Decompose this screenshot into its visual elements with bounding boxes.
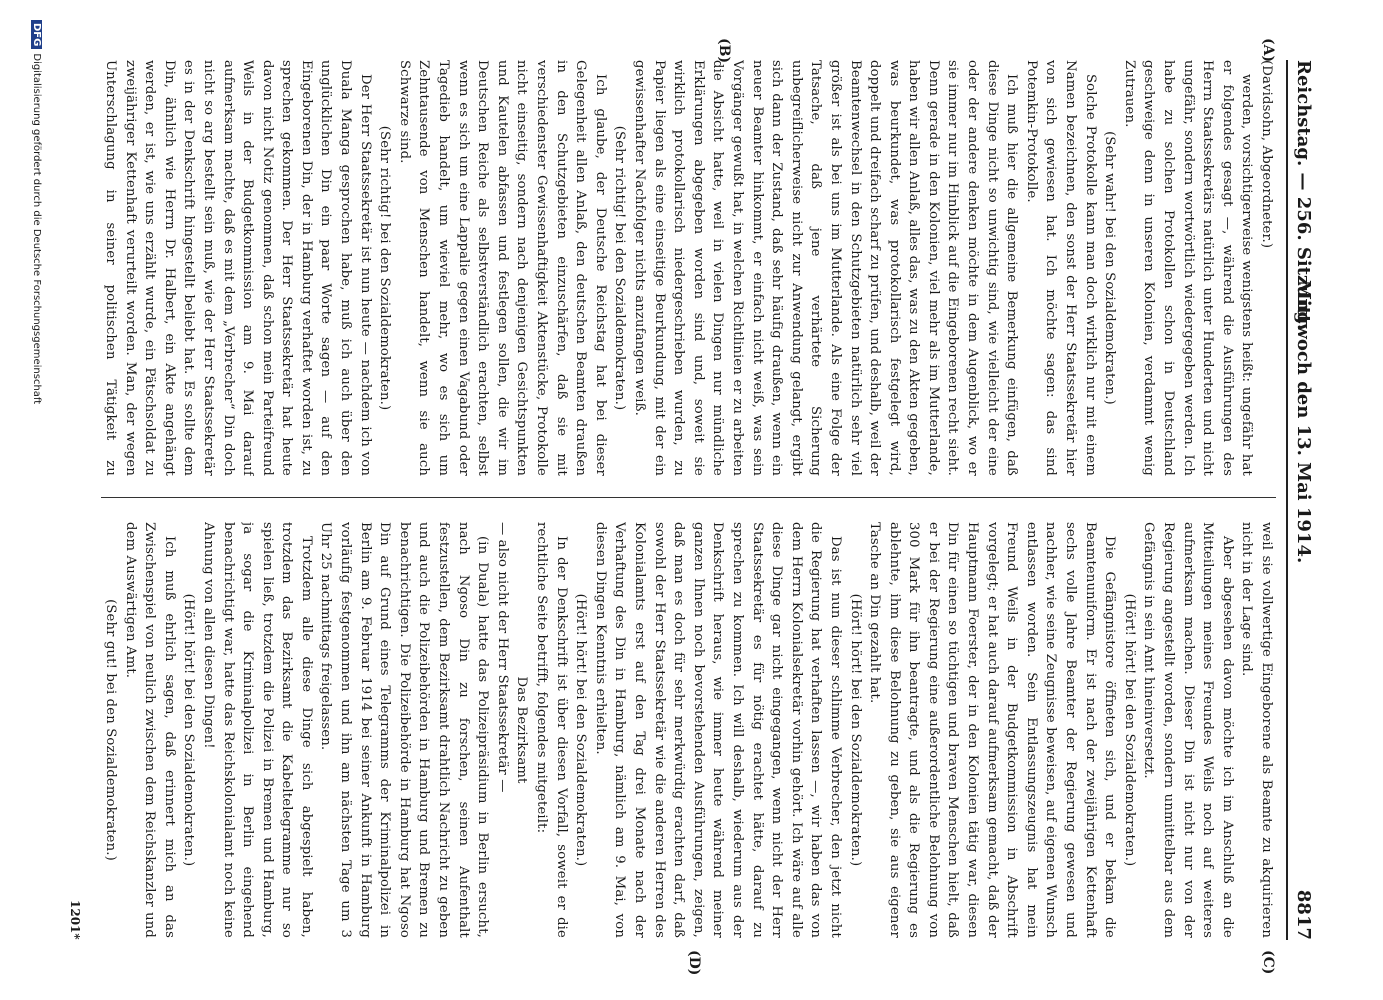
paragraph: Trotzdem alle diese Dinge sich abgespielt haben, trotzdem das Bezirksamt die Kabeltelegramme nur so spielen ließ, trotzdem die Polizei in Bremen und Hamburg, ja sogar die Kriminalpolizei in Berlin eingehend benachrichtigt war, hatte das Reichskolonialamt noch keine Ahnung von allen diesen Dingen! [200, 522, 314, 938]
paragraph: Die Gefängnistore öffneten sich, und er bekam die Beamtenuniform. Er ist nach der zweijährigen Kettenhaft sechs volle Jahre Beamter der Regierung gewesen und nachher, wie seine Zeugnisse beweisen, auf eigenen Wunsch entlassen worden. Sein Entlassungszeugnis hat mein Freund Weils in der Budgetkommission in Abschrift vorgelegt; er hat auch darauf aufmerksam gemacht, daß der Hauptmann Foerster, der in den Kolonien tätig war, diesen Din für einen so tüchtigen und braven Menschen hielt, daß er bei der Regierung eine außerordentliche Belohnung von 300 Mark für ihn beantragte, und als die Regierung es ablehnte, ihm diese Belohnung zu geben, sie aus eigener Tasche an Din gezahlt hat. [867, 522, 1118, 938]
margin-marker-d: (D) [686, 950, 702, 976]
header-left: Reichstag. — 256. Sitzung. [1293, 60, 1314, 331]
interjection: (Hört! hört! bei den Sozialdemokraten.) [573, 593, 589, 867]
column-divider [101, 497, 1276, 498]
paragraph: Solche Protokolle kann man doch wirklich nur mit einem Namen bezeichnen, den sonst der Herr Staatssekretär hier von sich gewiesen hat. Ich möchte sagen: das sind Potemkin-Protokolle. [1023, 60, 1098, 476]
paragraph: Ich muß ehrlich sagen, daß erinnert mich an das Zwischenspiel von neulich zwischen dem Reichskanzler und dem Auswärtigen Amt. [122, 522, 177, 938]
signature-mark: 1201* [68, 900, 82, 940]
rotated-document-page [12, 0, 1332, 1000]
digitization-credit [31, 20, 42, 404]
paragraph: — also nicht der Herr Staatssekretär — [494, 522, 510, 793]
paragraph: (in Duala) hatte das Polizeipräsidium in Berlin ersucht, nach Ngoso Din zu forschen, seinen Aufenthalt festzustellen, dem Bezirksamt drahtlich Nachricht zu geben und auch die Polizeibehörden in Hamburg und Bremen zu benachrichtigen. Die Polizeibehörde in Hamburg hat Ngoso Din auf Grund eines Telegramms der Kriminalpolizei in Berlin am 9. Februar 1914 bei seiner Ankunft in Hamburg vorläufig festgenommen und ihn am nächsten Tage um 3 Uhr 25 nachmittags freigelassen. [318, 522, 491, 938]
paragraph: werden, vorsichtigerweise wenigstens heißt: ungefähr hat er folgendes gesagt —, während die Ausführungen des Herrn Staatssekretärs natürlich unter Hunderten und nicht ungefähr, sondern wortwörtlich wiedergegeben werden. Ich habe zu solchen Protokollen schon in Deutschland geschweige denn in unseren Kolonien, verdammt wenig Zutrauen. [1121, 60, 1255, 476]
interjection: (Hört! hört! bei den Sozialdemokraten.) [181, 593, 197, 867]
paragraph: Ich muß hier die allgemeine Bemerkung einfügen, daß diese Dinge nicht so unwichtig sind, wie vielleicht der eine oder der andere denken möchte in dem Augenblick, wo er sie immer nur im Hinblick auf die Eingeborenen recht sieht. Denn gerade in den Kolonien, viel mehr als im Mutterlande, haben wir allen Anlaß, alles das, was zu den Akten gegeben, was beurkundet, was protokollarisch festgelegt wird, doppelt und dreifach scharf zu prüfen, und deshalb, weil der Beamtenwechsel in den Schutzgebieten natürlich sehr viel größer ist als bei uns im Mutterlande. Als eine Folge der Tatsache, daß jene verhärtete Sicherung unbegreiflicherweise nicht zur Anwendung gelangt, ergibt sich dann der Zustand, daß sehr häufig draußen, wenn ein neuer Beamter hinkommt, er einfach nicht weiß, was sein Vorgänger gewußt hat, in welchen Richtlinien er zu arbeiten die Absicht hatte, weil in vielen Dingen nur mündliche Erklärungen abgegeben worden sind und, soweit sie wirklich protokollarisch niedergeschrieben wurden, zu Papier liegen als eine einseitige Beurkundung, mit der ein gewissenhafter Nachfolger nichts anzufangen weiß. [632, 60, 1020, 476]
paragraph: (Davidsohn, Abgeordneter.) [1259, 60, 1274, 249]
margin-marker-b: (B) [716, 38, 732, 64]
margin-marker-c: (C) [1260, 950, 1276, 975]
paragraph: Ich glaube, der Deutsche Reichstag hat bei dieser Gelegenheit allen Anlaß, den deutschen Beamten draußen in den Schutzgebieten einzuschärfen, daß sie mit verschiedenster Gewissenhaftigkeit Aktenstücke, Protokolle nicht einseitig, sondern nach denjenigen Gesichtspunkten und Kautelen abfassen und festlegen sollen, die wir im Deutschen Reiche als selbstverständlich erachten, selbst wenn es sich um eine Lappalie gegen einen Vagabund oder Tagedieb handelt, um wieviel mehr, wo es sich um Zehntausende von Menschen handelt, wenn sie auch Schwarze sind. [396, 60, 608, 476]
digitization-note: Digitalisierung gefördert durch die Deutsche Forschungsgemeinschaft [31, 53, 42, 405]
paragraph: Der Herr Staatssekretär ist nun heute — nachdem ich von Duala Manga gesprochen habe, muß ich auch über den unglücklichen Din ein paar Worte sagen — auf den Eingeborenen Din, der in Hamburg verhaftet worden ist, zu sprechen gekommen. Der Herr Staatssekretär hat heute davon nicht Notiz genommen, daß schon mein Parteifreund Weils in der Budgetkommission am 9. Mai darauf aufmerksam machte, daß es mit dem „Verbrecher“ Din doch nicht so arg bestellt sein muß, wie der Herr Staatssekretär es in der Denkschrift hingestellt beliebt hat. Es sollte dem Din, ähnlich wie Herrn Dr. Halbert, ein Akte angehängt werden, er ist, wie uns erzählt wurde, ein Pätschsoldat zu zweijähriger Kettenhaft verurteilt worden. Man, der wegen Unterschlagung in seiner politischen Tätigkeit zu [102, 60, 373, 476]
paragraph: weil sie vollwertige Eingeborene als Beamte zu akquirieren nicht in der Lage sind. [1239, 522, 1274, 938]
interjection: (Sehr gut! bei den Sozialdemokraten.) [102, 599, 118, 861]
page-footer [62, 0, 82, 1000]
right-text-column [101, 522, 1276, 938]
left-text-column [101, 60, 1276, 476]
page-header [1286, 60, 1314, 940]
paragraph: Aber abgesehen davon möchte ich im Anschluß an die Mitteilungen meines Freundes Weils noch auf weiteres aufmerksam machen. Dieser Din ist nicht nur von der Regierung angestellt worden, sondern unmittelbar aus dem Gefängnis in sein Amt hineinversetzt. [1141, 522, 1235, 938]
dfg-logo: DFG [31, 20, 42, 49]
interjection: (Sehr richtig! bei den Sozialdemokraten.) [612, 125, 628, 411]
interjection: (Hört! hört! bei den Sozialdemokraten.) [847, 593, 863, 867]
paragraph: Das ist nun dieser schlimme Verbrecher, den jetzt nicht die Regierung hat verhaften lassen —, wir haben das von dem Herrn Kolonialsekretär vorhin gehört. Ich wäre auf alle diese Dinge gar nicht eingegangen, wenn nicht der Herr Staatssekretär es für nötig erachtet hätte, darauf zu sprechen zu kommen. Ich will deshalb, wiederum aus der Denkschrift heraus, wie immer heute während meiner ganzen Ihnen noch bevorstehenden Ausführungen, zeigen, daß man es doch für sehr merkwürdig erachten darf, daß sowohl der Herr Staatssekretär wie die anderen Herren des Kolonialamts erst auf den Tag drei Monate nach der Verhaftung des Din in Hamburg, nämlich am 9. Mai, von diesen Dingen Kenntnis erhielten. [592, 522, 843, 938]
interjection: Das Bezirksamt [514, 676, 530, 784]
header-date: Mittwoch den 13. Mai 1914. [1293, 280, 1314, 564]
paragraph: In der Denkschrift ist über diesen Vorfall, soweit er die rechtliche Seite betrifft, folgendes mitgeteilt: [534, 522, 569, 938]
interjection: (Hört! hört! bei den Sozialdemokraten.) [1121, 593, 1137, 867]
interjection: (Sehr richtig! bei den Sozialdemokraten.) [377, 125, 393, 411]
page-number: 8817 [1293, 889, 1314, 940]
interjection: (Sehr wahr! bei den Sozialdemokraten.) [1102, 131, 1118, 405]
margin-marker-a: (A) [1260, 38, 1276, 63]
